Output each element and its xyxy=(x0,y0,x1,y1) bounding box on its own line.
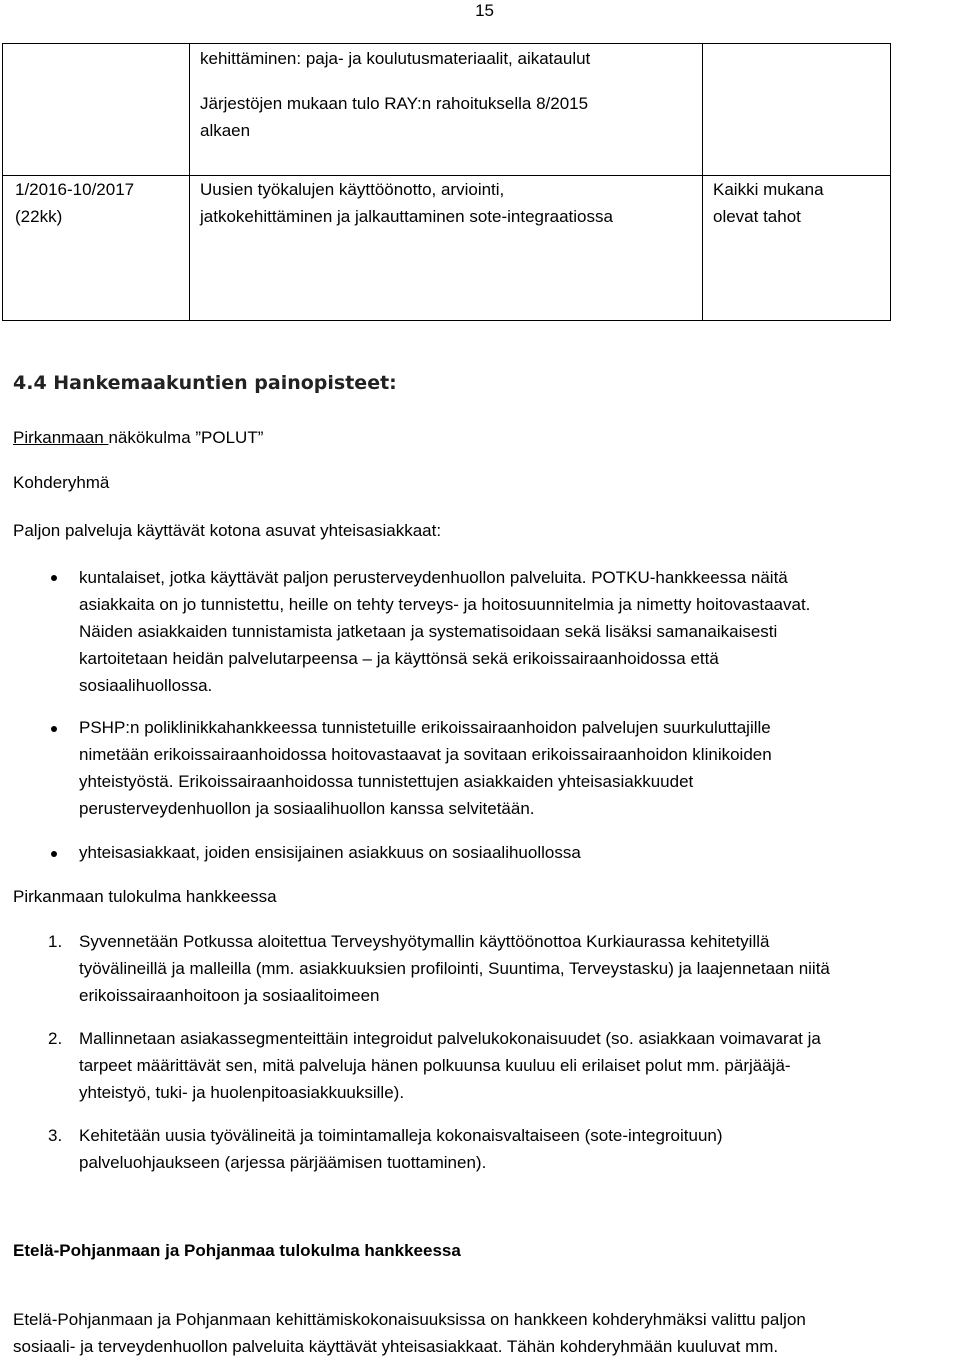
cell-line: kehittäminen: paja- ja koulutusmateriaalit, aikataulut xyxy=(200,49,591,68)
pirkanmaa-title xyxy=(13,424,263,451)
list-line: Kehitetään uusia työvälineitä ja toimintamalleja kokonaisvaltaiseen (sote-integroituun) xyxy=(79,1126,723,1145)
etela-paragraph xyxy=(13,1306,958,1360)
list-line: yhteistyöstä. Erikoissairaanhoidossa tunnistettujen asiakkaiden yhteisasiakkuudet xyxy=(79,772,694,791)
paragraph-line: Etelä-Pohjanmaan ja Pohjanmaan kehittämiskokonaisuuksissa on hankkeen kohderyhmäksi valittu paljon xyxy=(13,1310,806,1329)
table-cell-period xyxy=(3,176,190,321)
table-cell-period xyxy=(3,44,190,176)
list-line: Mallinnetaan asiakassegmenteittäin integroidut palvelukokonaisuudet (so. asiakkaan voimavarat ja xyxy=(79,1029,821,1048)
list-item xyxy=(79,564,949,699)
pirkanmaa-title-rest: näkökulma ”POLUT” xyxy=(108,428,264,447)
list-line: Syvennetään Potkussa aloitettua Terveyshyötymallin käyttöönottoa Kurkiaurassa kehitetyillä xyxy=(79,932,770,951)
list-line: kartoitetaan heidän palvelutarpeensa – ja käyttönsä sekä erikoissairaanhoidossa että xyxy=(79,649,719,668)
list-line: asiakkaita on jo tunnistettu, heille on tehty terveys- ja hoitosuunnitelmia ja nimetty hoitovastaavat. xyxy=(79,595,811,614)
schedule-table xyxy=(2,43,891,321)
cell-line: alkaen xyxy=(200,121,251,140)
table-cell-parties xyxy=(703,176,891,321)
section-heading: 4.4 Hankemaakuntien painopisteet: xyxy=(13,372,397,394)
numbered-item xyxy=(79,1025,959,1106)
list-line: kuntalaiset, jotka käyttävät paljon perusterveydenhuollon palveluita. POTKU-hankkeessa näitä xyxy=(79,568,788,587)
paragraph-line: sosiaali- ja terveydenhuollon palveluita käyttävät yhteisasiakkaat. Tähän kohderyhmään kuuluvat mm. xyxy=(13,1337,779,1356)
bullet-icon xyxy=(51,575,57,581)
list-line: työvälineillä ja malleilla (mm. asiakkuuksien profilointi, Suuntima, Terveystasku) ja laajennetaan niitä xyxy=(79,959,830,978)
target-group-label: Kohderyhmä xyxy=(13,473,110,492)
list-item xyxy=(79,839,949,866)
list-line: perusterveydenhuollon ja sosiaalihuollon kanssa selvitetään. xyxy=(79,799,535,818)
list-line: yhteistyö, tuki- ja huolenpitoasiakkuuksille). xyxy=(79,1083,405,1102)
pirkanmaa-title-underlined: Pirkanmaan xyxy=(13,428,109,447)
cell-line: Uusien työkalujen käyttöönotto, arviointi, xyxy=(200,180,505,199)
list-number: 1. xyxy=(48,932,63,951)
cell-line: (22kk) xyxy=(15,207,63,226)
list-number: 3. xyxy=(48,1126,63,1145)
bullet-icon xyxy=(51,851,57,857)
pirkanmaa-project-title: Pirkanmaan tulokulma hankkeessa xyxy=(13,887,277,906)
list-line: erikoissairaanhoitoon ja sosiaalitoimeen xyxy=(79,986,380,1005)
page-number: 15 xyxy=(475,1,494,20)
list-number: 2. xyxy=(48,1029,63,1048)
cell-line: Kaikki mukana xyxy=(713,180,824,199)
list-line: nimetään erikoissairaanhoidossa hoitovastaavat ja sovitaan erikoissairaanhoidon klinikoiden xyxy=(79,745,772,764)
list-line: yhteisasiakkaat, joiden ensisijainen asiakkuus on sosiaalihuollossa xyxy=(79,843,581,862)
cell-line xyxy=(190,72,702,90)
cell-line: jatkokehittäminen ja jalkauttaminen sote-integraatiossa xyxy=(200,207,613,226)
cell-line: Järjestöjen mukaan tulo RAY:n rahoituksella 8/2015 xyxy=(200,94,589,113)
table-row xyxy=(3,44,891,176)
bullet-icon xyxy=(51,726,57,732)
table-row xyxy=(3,176,891,321)
list-line: PSHP:n poliklinikkahankkeessa tunnistetuille erikoissairaanhoidon palvelujen suurkuluttajille xyxy=(79,718,771,737)
list-item xyxy=(79,714,949,822)
list-line: palveluohjaukseen (arjessa pärjäämisen tuottaminen). xyxy=(79,1153,487,1172)
table-cell-parties xyxy=(703,44,891,176)
cell-line: 1/2016-10/2017 xyxy=(15,180,135,199)
table-cell-content xyxy=(190,176,703,321)
table-cell-content xyxy=(190,44,703,176)
etela-title: Etelä-Pohjanmaan ja Pohjanmaa tulokulma hankkeessa xyxy=(13,1241,461,1260)
numbered-item xyxy=(79,928,959,1009)
cell-line: olevat tahot xyxy=(713,207,801,226)
list-line: sosiaalihuollossa. xyxy=(79,676,213,695)
intro-text: Paljon palveluja käyttävät kotona asuvat yhteisasiakkaat: xyxy=(13,521,442,540)
list-line: Näiden asiakkaiden tunnistamista jatketaan ja systematisoidaan sekä lisäksi samanaikaisesti xyxy=(79,622,778,641)
numbered-item xyxy=(79,1122,959,1176)
list-line: tarpeet määrittävät sen, mitä palveluja hänen polkuunsa kuuluu eli erilaiset polut mm. pärjääjä- xyxy=(79,1056,791,1075)
